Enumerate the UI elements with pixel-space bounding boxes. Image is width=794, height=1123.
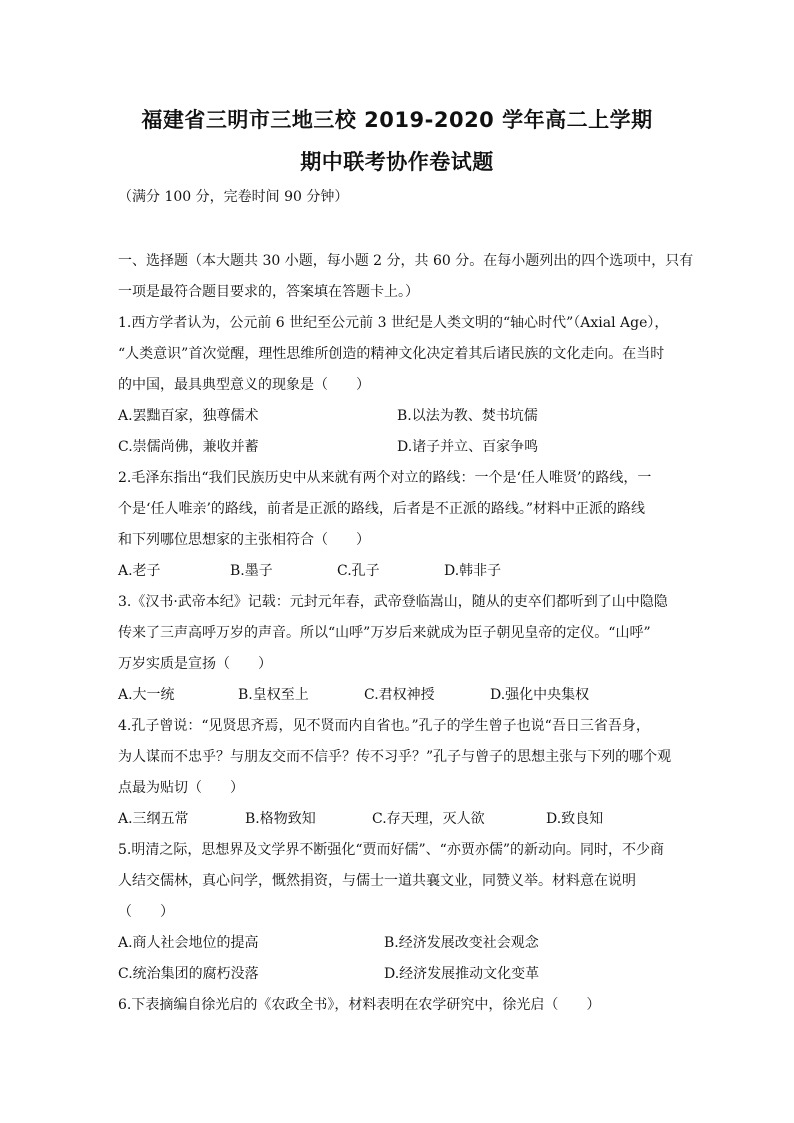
question-5-option-b: B.经济发展改变社会观念 [384,935,539,951]
question-2-option-d: D.韩非子 [444,563,502,579]
question-4-text: 为人谋而不忠乎？与朋友交而不信乎？传不习乎？”孔子与曾子的思想主张与下列的哪个观 [118,749,672,765]
question-5-option-a: A.商人社会地位的提高 [118,935,259,951]
question-4-text: 点最为贴切（ ） [118,780,244,796]
question-3-text: 传来了三声高呼万岁的声音。所以“山呼”万岁后来就成为臣子朝见皇帝的定仪。“山呼” [118,625,651,641]
question-1-option-c: C.崇儒尚佛，兼收并蓄 [118,439,259,455]
question-6-text: 6.下表摘编自徐光启的《农政全书》，材料表明在农学研究中，徐光启（ ） [118,997,601,1013]
question-5-text: 人结交儒林，真心问学，慨然捐资，与儒士一道共襄文业，同赞义举。材料意在说明 [118,873,636,889]
question-4-option-b: B.格物致知 [245,811,316,827]
question-2-text: 和下列哪位思想家的主张相符合（ ） [118,532,370,548]
question-1-option-b: B.以法为教、焚书坑儒 [397,408,538,424]
question-2-text: 个是‘任人唯亲’的路线，前者是正派的路线，后者是不正派的路线。”材料中正派的路线 [118,501,646,517]
exam-title-line1: 福建省三明市三地三校 2019-2020 学年高二上学期 [141,108,653,132]
question-1-option-d: D.诸子并立、百家争鸣 [397,439,539,455]
question-4-option-c: C.存天理，灭人欲 [372,811,485,827]
question-5-option-d: D.经济发展推动文化变革 [384,966,540,982]
question-2-option-c: C.孔子 [337,563,380,579]
question-1-option-a: A.罢黜百家，独尊儒术 [118,408,259,424]
question-1-text: 1.西方学者认为，公元前 6 世纪至公元前 3 世纪是人类文明的“轴心时代”（Axial Age）， [118,315,669,331]
exam-title-line2: 期中联考协作卷试题 [300,150,494,174]
question-3-option-a: A.大一统 [118,687,175,703]
question-3-text: 万岁实质是宣扬（ ） [118,656,272,672]
question-3-option-c: C.君权神授 [364,687,435,703]
question-4-option-a: A.三纲五常 [118,811,189,827]
section-instruction-line: 一、选择题（本大题共 30 小题，每小题 2 分，共 60 分。在每小题列出的四个选项中，只有 [118,253,694,269]
question-2-option-b: B.墨子 [230,563,273,579]
question-5-text: （ ） [118,904,174,920]
question-4-text: 4.孔子曾说：“见贤思齐焉，见不贤而内自省也。”孔子的学生曾子也说“吾日三省吾身， [118,718,650,734]
section-instruction-line: 一项是最符合题目要求的，答案填在答题卡上。） [118,284,419,300]
question-5-option-c: C.统治集团的腐朽没落 [118,966,259,982]
question-1-text: “人类意识”首次觉醒，理性思维所创造的精神文化决定着其后诸民族的文化走向。在当时 [118,346,665,362]
exam-subtitle: （满分 100 分，完卷时间 90 分钟） [118,189,349,205]
question-2-option-a: A.老子 [118,563,161,579]
question-2-text: 2.毛泽东指出“我们民族历史中从来就有两个对立的路线：一个是‘任人唯贤’的路线，一 [118,470,652,486]
question-5-text: 5.明清之际，思想界及文学界不断强化“贾而好儒”、“亦贾亦儒”的新动向。同时，不少商 [118,842,664,858]
question-3-option-b: B.皇权至上 [238,687,309,703]
question-1-text: 的中国，最具典型意义的现象是（ ） [118,377,370,393]
question-4-option-d: D.致良知 [546,811,604,827]
question-3-option-d: D.强化中央集权 [490,687,590,703]
question-3-text: 3.《汉书·武帝本纪》记载：元封元年春，武帝登临嵩山，随从的吏卒们都听到了山中隐隐 [118,594,668,610]
